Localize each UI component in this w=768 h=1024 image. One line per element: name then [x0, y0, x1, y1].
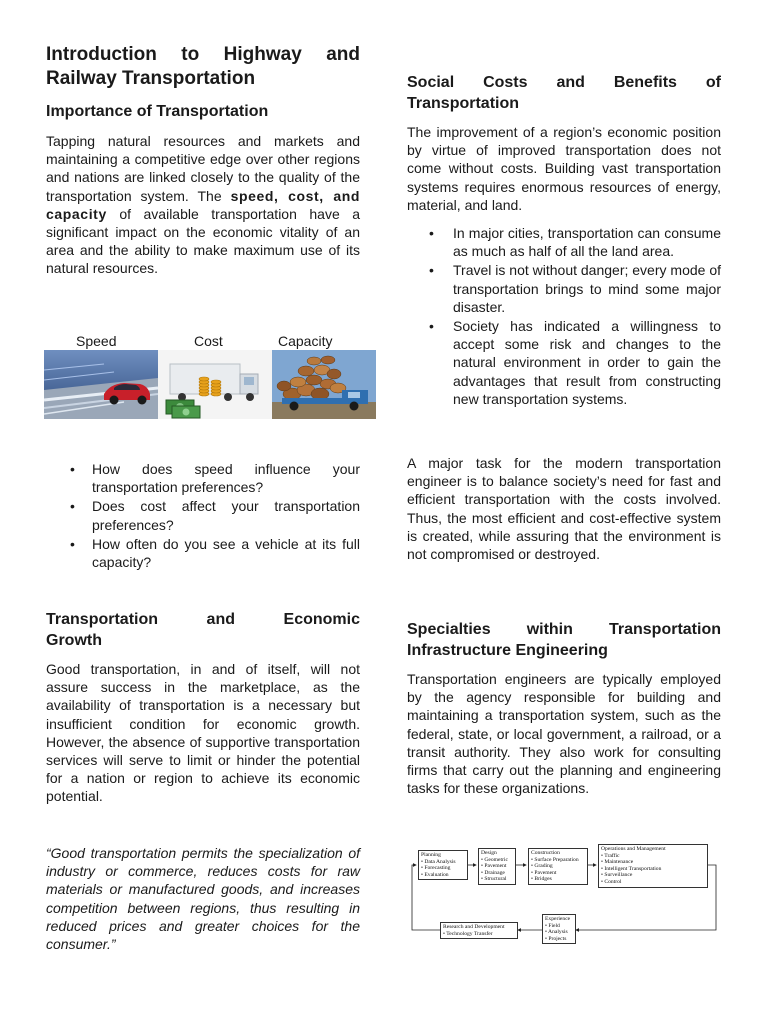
page-title: Introduction to Highway and Railway Transportation — [46, 44, 360, 89]
research-development-box: Research and Development • Technology Transfer — [440, 922, 518, 939]
planning-box: Planning • Data Analysis • Forecasting • Evaluation — [418, 850, 468, 880]
speed-cost-capacity-emphasis: speed, cost, and capacity — [46, 187, 361, 222]
transportation-engineering-flow-diagram — [410, 838, 720, 948]
list-item: • In major cities, transportation can consume as much as half of all the land area. — [407, 224, 721, 260]
importance-paragraph: Tapping natural resources and markets and maintaining a competitive edge over other regions and nations are linked closely to the quality of the transportation system. The speed, cost, and capacity of available transportation have a significant impact on the economic vitality of an area and the ability to make maximum use of its natural resources. — [46, 133, 361, 277]
cost-truck-money-image — [158, 350, 272, 419]
social-costs-paragraph: The improvement of a region’s economic position by virtue of improved transportation does not come without costs. Building vast transportation systems requires enormous resources of energy, material, and land. — [407, 124, 721, 213]
list-item: • How often do you see a vehicle at its full capacity? — [46, 535, 360, 571]
speed-label: Speed — [76, 333, 117, 349]
list-item: • Society has indicated a willingness to accept some risk and changes to the natural environment in order to gain the advantages that result from constructing new transportation systems. — [407, 317, 721, 408]
engineer-task-paragraph: A major task for the modern transportation engineer is to balance society’s need for fast and efficient transportation with the costs involved. Thus, the most efficient and cost-effective system is created, while assuring that the environment is not compromised or destroyed. — [407, 455, 721, 563]
list-item: • Travel is not without danger; every mode of transportation brings to mind some major disaster. — [407, 261, 721, 316]
specialties-paragraph: Transportation engineers are typically employed by the agency responsible for building and maintaining a transportation system, such as the federal, state, or local government, a railroad, or a transit authority. They also work for consulting firms that carry out the planning and engineering tasks for these organizations. — [407, 671, 721, 797]
overloaded-truck-image — [272, 350, 376, 419]
economic-growth-paragraph: Good transportation, in and of itself, will not assure success in the marketplace, as the availability of transportation is a necessary but insufficient condition for economic growth. However, the absence of supportive transportation services will serve to limit or hinder the potential for a nation or region to achieve its economic potential. — [46, 661, 360, 805]
speed-cost-capacity-images — [44, 333, 376, 419]
experience-box: Experience • Field • Analysis • Projects — [542, 914, 576, 944]
list-item: • How does speed influence your transportation preferences? — [46, 460, 360, 496]
cost-label: Cost — [194, 333, 223, 349]
construction-box: Construction • Surface Preparation • Grading • Pavement • Bridges — [528, 848, 588, 885]
capacity-label: Capacity — [278, 333, 333, 349]
section-heading-social-costs: Social Costs and Benefits of Transportation — [407, 74, 721, 112]
section-heading-economic-growth: Transportation and Economic Growth — [46, 611, 360, 649]
questions-list — [46, 460, 360, 572]
operations-management-box: Operations and Management • Traffic • Maintenance • Intelligent Transportation • Surveillance • Control — [598, 844, 708, 888]
list-item: • Does cost affect your transportation preferences? — [46, 497, 360, 533]
design-box: Design • Geometric • Pavement • Drainage • Structural — [478, 848, 516, 885]
quote-paragraph: “Good transportation permits the specialization of industry or commerce, reduces costs for raw materials or manufactured goods, and increases competition between regions, thus resulting in reduced prices and greater choices for the consumer.” — [46, 845, 360, 953]
section-heading-importance: Importance of Transportation — [46, 103, 269, 120]
section-heading-specialties: Specialties within Transportation Infrastructure Engineering — [407, 621, 721, 659]
social-costs-list — [407, 224, 721, 409]
speeding-car-image — [44, 350, 158, 419]
